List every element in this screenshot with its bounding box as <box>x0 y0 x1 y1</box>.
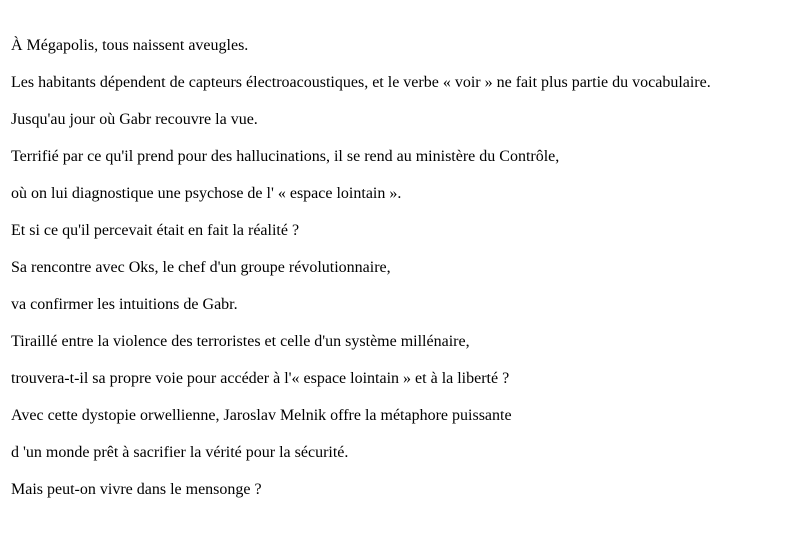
document-body <box>11 34 799 515</box>
text-line: À Mégapolis, tous naissent aveugles. <box>11 37 249 54</box>
text-line: va confirmer les intuitions de Gabr. <box>11 296 238 313</box>
text-line: Mais peut-on vivre dans le mensonge ? <box>11 481 262 498</box>
text-line: où on lui diagnostique une psychose de l' « espace lointain ». <box>11 185 402 202</box>
text-line: Tiraillé entre la violence des terroristes et celle d'un système millénaire, <box>11 333 470 350</box>
text-line: d 'un monde prêt à sacrifier la vérité pour la sécurité. <box>11 444 349 461</box>
text-line: Les habitants dépendent de capteurs électroacoustiques, et le verbe « voir » ne fait plus partie du vocabulaire. <box>11 74 711 91</box>
text-line: Sa rencontre avec Oks, le chef d'un groupe révolutionnaire, <box>11 259 391 276</box>
text-line: Avec cette dystopie orwellienne, Jaroslav Melnik offre la métaphore puissante <box>11 407 512 424</box>
text-line: trouvera-t-il sa propre voie pour accéder à l'« espace lointain » et à la liberté ? <box>11 370 510 387</box>
text-line: Jusqu'au jour où Gabr recouvre la vue. <box>11 111 258 128</box>
text-line: Terrifié par ce qu'il prend pour des hallucinations, il se rend au ministère du Contrôle, <box>11 148 560 165</box>
text-line: Et si ce qu'il percevait était en fait la réalité ? <box>11 222 300 239</box>
